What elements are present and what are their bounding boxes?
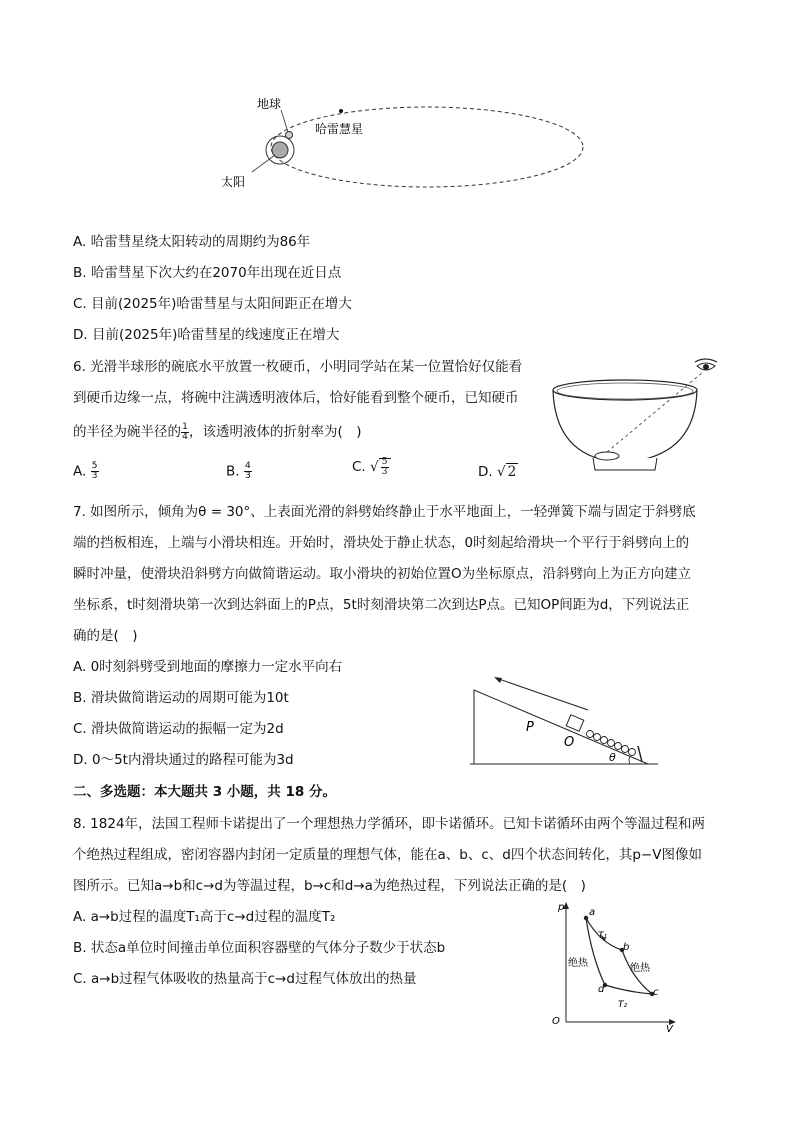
q6-a-num: 5 (91, 461, 98, 471)
q8-option-b: B. 状态a单位时间撞击单位面积容器壁的气体分子数少于状态b (73, 940, 446, 956)
q7-stem-line5: 确的是( ) (73, 628, 138, 644)
q6-stem-line3a: 的半径为碗半径的 (73, 424, 181, 440)
q6-b-num: 4 (244, 461, 251, 471)
orbit-figure (215, 88, 585, 200)
label-t1: T₁ (598, 931, 608, 941)
q6-option-b (226, 462, 252, 481)
q6-fraction (181, 423, 189, 442)
q6-stem-line1: 6. 光滑半球形的碗底水平放置一枚硬币，小明同学站在某一位置恰好仅能看 (73, 359, 523, 375)
q6-frac-den: 4 (182, 431, 188, 442)
q5-option-a: A. 哈雷彗星绕太阳转动的周期约为86年 (73, 234, 311, 250)
slider-block (566, 715, 584, 732)
q6-option-a-label: A. (73, 463, 87, 480)
q6-frac-num: 1 (182, 421, 188, 432)
comet (339, 109, 343, 113)
point-a (584, 916, 588, 920)
label-d: d (598, 984, 605, 995)
q6-option-c (352, 458, 391, 477)
q7-stem-line3: 瞬时冲量，使滑块沿斜劈方向做简谐运动。取小滑块的初始位置O为坐标原点，沿斜劈向上为正方向建立 (73, 566, 692, 582)
bowl-body (553, 390, 697, 462)
q6-stem-line3b: ，该透明液体的折射率为( ) (189, 424, 362, 440)
q7-stem-line2: 端的挡板相连，上端与小滑块相连。开始时，滑块处于静止状态，0时刻起给滑块一个平行于斜劈向上的 (73, 535, 690, 551)
label-adiabatic-left: 绝热 (568, 958, 588, 969)
sun-pointer (252, 155, 275, 172)
incline-figure (470, 672, 662, 768)
bowl-figure (545, 350, 730, 475)
q7-option-a: A. 0时刻斜劈受到地面的摩擦力一定水平向右 (73, 659, 343, 675)
q6-b-den: 3 (244, 471, 251, 481)
q7-stem-line4: 坐标系，t时刻滑块第一次到达斜面上的P点，5t时刻滑块第二次到达P点。已知OP间距为d，下列说法正 (73, 597, 690, 613)
label-a: a (589, 907, 596, 918)
eye-icon (695, 359, 717, 370)
q5-option-b: B. 哈雷彗星下次大约在2070年出现在近日点 (73, 265, 342, 281)
q7-option-b: B. 滑块做简谐运动的周期可能为10t (73, 690, 289, 706)
label-p: P (526, 720, 534, 735)
label-o: O (552, 1016, 560, 1027)
label-b: b (623, 942, 630, 953)
label-t2: T₂ (618, 1000, 628, 1010)
label-c: c (653, 987, 659, 998)
comet-label: 哈雷慧星 (315, 122, 364, 136)
pv-diagram (548, 898, 680, 1033)
q6-option-a (73, 462, 99, 481)
label-theta: θ (609, 751, 616, 764)
section-multi-choice-heading: 二、多选题：本大题共 3 小题，共 18 分。 (73, 784, 336, 800)
q6-stem-line3 (73, 420, 362, 442)
comet-orbit (271, 107, 583, 187)
q7-option-d: D. 0～5t内滑块通过的路程可能为3d (73, 752, 294, 768)
q5-option-d: D. 目前(2025年)哈雷彗星的线速度正在增大 (73, 327, 340, 343)
q8-option-a: A. a→b过程的温度T₁高于c→d过程的温度T₂ (73, 909, 336, 925)
q8-stem-line2: 个绝热过程组成，密闭容器内封闭一定质量的理想气体，能在a、b、c、d四个状态间转化，其p−V图像如 (73, 847, 702, 863)
q6-option-c-label: C. (352, 459, 366, 475)
q6-option-d-label: D. (478, 464, 493, 480)
earth (286, 132, 293, 139)
label-v: V (666, 1024, 673, 1033)
coin (595, 452, 619, 460)
q6-d-val: 2 (507, 464, 517, 480)
q6-option-d (478, 464, 518, 480)
arrow-head (494, 677, 502, 683)
q6-option-b-label: B. (226, 463, 240, 480)
q6-option-c-sqrt: √ $\frac{5}{3}$ (370, 458, 391, 475)
earth-label: 地球 (257, 97, 282, 111)
label-adiabatic-right: 绝热 (630, 963, 650, 974)
q6-a-den: 3 (91, 471, 98, 481)
isotherm-t2 (605, 985, 652, 994)
q7-option-c: C. 滑块做简谐运动的振幅一定为2d (73, 721, 284, 737)
q5-option-c: C. 目前(2025年)哈雷彗星与太阳间距正在增大 (73, 296, 352, 312)
q6-c-num: 5 (381, 457, 388, 467)
q8-option-c: C. a→b过程气体吸收的热量高于c→d过程气体放出的热量 (73, 971, 417, 987)
q6-stem-line2: 到硬币边缘一点，将碗中注满透明液体后，恰好能看到整个硬币，已知硬币 (73, 390, 519, 406)
q7-stem-line1: 7. 如图所示，倾角为θ = 30°、上表面光滑的斜劈始终静止于水平地面上，一轻弹簧下端与固定于斜劈底 (73, 504, 696, 520)
earth-pointer (281, 110, 288, 132)
q6-c-den: 3 (381, 467, 388, 477)
q6-option-d-sqrt: √ 2 (496, 464, 517, 480)
q8-stem-line1: 8. 1824年，法国工程师卡诺提出了一个理想热力学循环，即卡诺循环。已知卡诺循环由两个等温过程和两 (73, 816, 706, 832)
label-o: O (564, 735, 575, 750)
q6-option-b-frac (244, 462, 252, 481)
sun-label: 太阳 (221, 175, 246, 189)
adiabat-da (586, 918, 608, 985)
q6-option-a-frac (91, 462, 99, 481)
label-p: p (558, 902, 565, 913)
q8-stem-line3: 图所示。已知a→b和c→d为等温过程，b→c和d→a为绝热过程，下列说法正确的是( ) (73, 878, 586, 894)
